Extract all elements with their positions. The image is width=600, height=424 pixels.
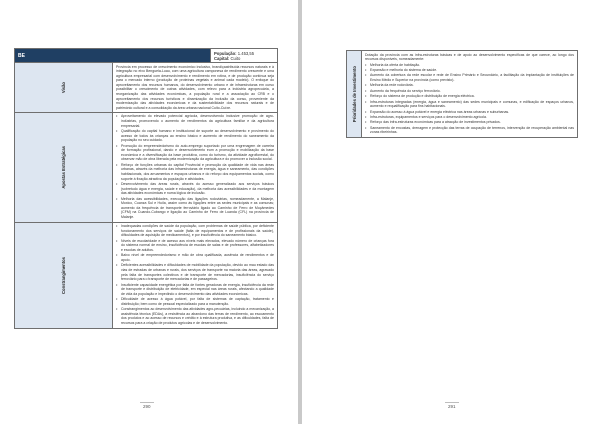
province-code: BE bbox=[15, 49, 211, 63]
list-item: • Inadequadas condições de saúde da população, com problemas de saúde pública, por deficiente funcionamento dos serviços de saúde (falta de equipamentos e de profissionais da saúde), dificuldades de aquisição de medicamentos), e por insuficiência do saneamento básico. bbox=[121, 224, 274, 238]
bullet-list bbox=[365, 63, 574, 135]
right-page bbox=[302, 0, 600, 424]
list-item: • Aproveitamento do elevado potencial agrícola, desenvolvendo inclusive promoção de agro-indústrias, promovendo o aumento de rendimentos da agricultura familiar e da agricultura empresarial. bbox=[121, 114, 274, 128]
section-label-cell bbox=[15, 112, 113, 222]
section-content bbox=[113, 222, 278, 328]
page-number-rule bbox=[140, 402, 154, 403]
bullet-list bbox=[116, 224, 274, 325]
section-label: Constrangimentos bbox=[61, 256, 66, 294]
list-item: • Dificuldade de acesso à água potável, por falta de sistemas de captação, tratamento e distribuição; bem como de pessoal especializado para a manutenção. bbox=[121, 297, 274, 306]
list-item: • Insuficiente capacidade energética por falta de fontes geradoras de energia, insuficiência da rede de transporte e distribuição de eletricidade, em especial nas áreas rurais, afectando a qualidade de vida da população e impedindo o desenvolvimento das atividades económicas. bbox=[121, 283, 274, 297]
province-info bbox=[211, 49, 278, 63]
section-label: Apostas Estratégicas bbox=[61, 146, 66, 189]
vision-paragraph: Província em processo de crescimento económico inclusivo, brandiçaatribuída recursos naturais e à integração no eixo Benguela-Luau, com uma agricultura camponesa de rendimento crescente e uma agricultura empresarial com desenvolvimento e rendimento em rotina, e de produção contínua seja para o mercado interno (produção de proteínas vegetais e animal cada modelo). O enfoque do aproveitamento dos recursos humanos, do desenvolvimento urbano e de infraestruturas em curso possibilitar o crescimento de outras atividades, com relevo para a indústria agropecuária, a reorganização das atividades económicas, a população rural e a associação ao CRB e o aproveitamento dos recursos turísticos e dinamização da inclusão da consu, proveniente da modernização das atividades económicas e da sustentabilidade dos recursos naturais e de património cultural e a consolidação da área urbana nacional Cuito-Cuíxe. bbox=[116, 64, 274, 110]
list-item: • Baixo nível de empreendedorismo e mão de obra qualificada, ausência de rendimentos e de apoio. bbox=[121, 253, 274, 262]
list-item: • Níveis de escolaridade e de acesso aos níveis mais elevados, elevado número de crianças fora do sistema normal de ensino, insuficiência de escolas de salas e de professores, alfabetizadores e escolas de adultos. bbox=[121, 239, 274, 253]
section-content bbox=[113, 63, 278, 113]
list-item: • Melhoria da rede rodoviária. bbox=[370, 83, 574, 88]
section-label: Prioridades de Investimento bbox=[351, 66, 357, 123]
list-item: • Qualificação do capital humano e institucional de suporte ao desenvolvimento e provimento do acesso de todos às crianças ao ensino básico e aumento de rendimento do saneamento da população no seu cuidado. bbox=[121, 129, 274, 143]
page-number: 290 bbox=[143, 404, 151, 409]
section-content bbox=[362, 51, 578, 138]
section-label-cell bbox=[15, 222, 113, 328]
population-label: População: bbox=[214, 50, 237, 56]
capital-value: Cuito bbox=[230, 55, 241, 61]
list-item: • Reforço do sistema de produção e distribuição de energia eléctrica. bbox=[370, 94, 574, 99]
list-item: • Aumento da frequência do serviço ferroviário. bbox=[370, 89, 574, 94]
list-item: • Aumento da cobertura da rede escolar e rede de Ensino Primário e Secundário, a facilitação da implantação de instituições de Ensino Médio e Superior na província (como previsto). bbox=[370, 73, 574, 82]
page-number-rule bbox=[445, 402, 459, 403]
list-item: • Constrangimentos ao desenvolvimento das atividades agro-pecuárias, incluindo a mecanização, a assistência técnica (EDAs), a resistência ao abandono das terras de rendimento, ao escoamento dos produtos e ao acesso de recursos e crédito e à estrutura produtiva, e as dificuldades, falta de recursos para a criação de produtos agrícolas e de desenvolvimento. bbox=[121, 307, 274, 325]
section-label-cell bbox=[347, 51, 362, 138]
list-item: • Reforço das infra-estruturas económicas para a atracção de investimentos privados. bbox=[370, 120, 574, 125]
list-item: • Expansão e melhoria do sistema de saúde. bbox=[370, 68, 574, 73]
list-item: • Melhoria da oferta de habitação. bbox=[370, 63, 574, 68]
section-apostas bbox=[15, 112, 278, 222]
list-item: • Saneamento de encostas, drenagem e protecção das terras de ocupação de terrenos, intervenção de recuperação ambiental nas zonas ribeirinhas. bbox=[370, 126, 574, 135]
priorities-intro: Dotação da província com as infra-estruturas básicas e de apoio ao desenvolvimento específicas de que carece, ao longo dos recursos disponíveis, nomeadamente: bbox=[365, 52, 574, 62]
priorities-table bbox=[346, 50, 578, 138]
list-item: • Deficientes acessibilidades e dificuldades de mobilidade da população, devido ao mau estado das vias de estradas de urbanas e rurais, dos serviços de transporte na maioria das áreas, agravado pela falta de transportes colectivos e de transporte de mercadorias, insuficiência do serviço ferroviário para o transporte de mercadorias e de passageiros. bbox=[121, 263, 274, 281]
list-item: • Promoção do empreendedorismo do auto-emprego suportado por uma engrenagem de carreira de formação profissional, dando e desenvolvimento eum a promoção e mobilização da base económica e a diversificação da base produtiva, como do turismo, da atividade agroflorestal, do observar mão de obra liberada pela modernização da agricultura e do promover a inclusão social. bbox=[121, 144, 274, 162]
section-label-cell bbox=[15, 63, 113, 113]
province-table bbox=[14, 48, 278, 329]
bullet-list bbox=[116, 114, 274, 219]
section-visao bbox=[15, 63, 278, 113]
section-content bbox=[113, 112, 278, 222]
list-item: • Infra-estruturas integradas (energia, água e saneamento) das sedes municipais e comunas, e edificação de espaços urbanos, aumento e requalificação para fins habitacionais. bbox=[370, 100, 574, 109]
list-item: • Melhoria das acessibilidades, execução das ligações rodoviárias, nomeadamente, a Malanje, Moxico, Cuanza Sul e Huíla, assim como às ligações entre as sedes municipais e as comunas; aumento da frequência de transporte ferroviário ligado ao Caminho de Ferro de Moçâmedes (CFM) na Cuando-Cubango e ligação ao Caminho de Ferro de Luanda (CFL) na província de Malanje. bbox=[121, 197, 274, 220]
section-prioridades bbox=[347, 51, 578, 138]
list-item: • Infra-estruturas, equipamentos e serviços para o desenvolvimento agrícola. bbox=[370, 115, 574, 120]
table-header-row bbox=[15, 49, 278, 63]
list-item: • Reforço de funções urbanas do capital Provincial e promoção da qualidade de vida nas áreas urbanas, através da melhoria das infraestruturas de energia, água e saneamento, das condições habitacionais, dos arruamentos e espaços urbanos e do reforço dos equipamentos sociais, como suporte à fixação atractiva da população e atividades. bbox=[121, 163, 274, 181]
section-label: Visão bbox=[61, 81, 66, 94]
list-item: • Expansão do acesso à água potável e energia eléctrica nas áreas urbanas e suburbanas. bbox=[370, 110, 574, 115]
section-constrangimentos bbox=[15, 222, 278, 328]
left-page bbox=[0, 0, 298, 424]
capital-label: Capital: bbox=[214, 55, 230, 61]
population-value: 1.453,55 bbox=[237, 50, 255, 56]
list-item: • Desenvolvimento das áreas rurais, através do acesso generalizado aos serviços básicos (sobretudo água e energia, saúde e educação), da melhoria das acessibilidades e da montagem das atividades económicas e numa lógica de inclusão. bbox=[121, 182, 274, 196]
page-number: 291 bbox=[448, 404, 456, 409]
